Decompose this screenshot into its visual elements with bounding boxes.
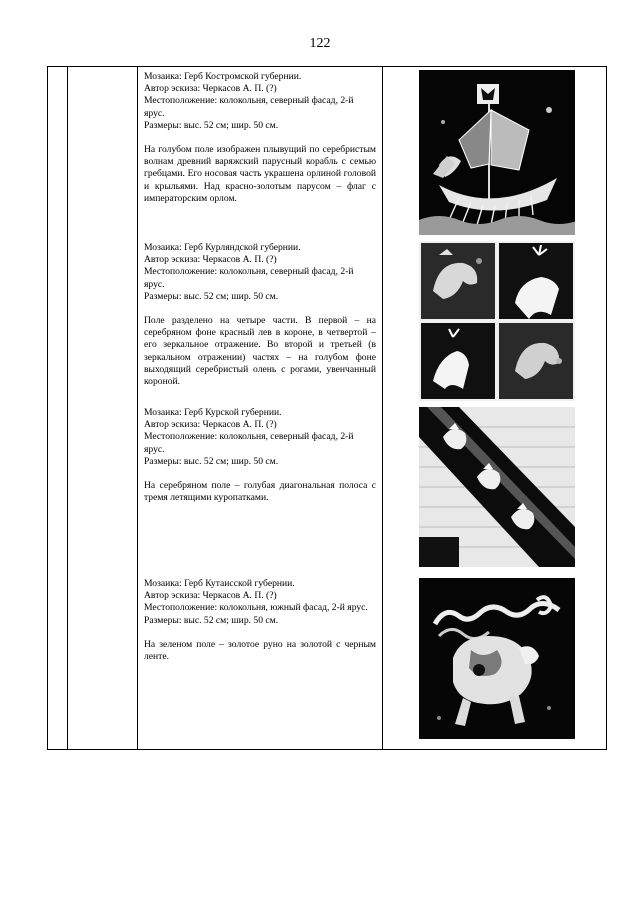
entry-author: Автор эскиза: Черкасов А. П. (?) xyxy=(144,590,277,602)
entry-description: На зеленом поле – золотое руно на золотой с черным ленте. xyxy=(144,638,376,663)
entry-location: Местоположение: колокольня, южный фасад, 2-й ярус. xyxy=(144,602,368,614)
golden-fleece-mosaic-image xyxy=(419,578,575,739)
entry-author: Автор эскиза: Черкасов А. П. (?) xyxy=(144,83,277,95)
entry-title: Мозаика: Герб Кутаисской губернии. xyxy=(144,578,295,589)
entry-size: Размеры: выс. 52 см; шир. 50 см. xyxy=(144,290,279,302)
catalog-entry xyxy=(144,578,376,663)
entry-title: Мозаика: Герб Курской губернии. xyxy=(144,407,282,418)
entry-title: Мозаика: Герб Костромской губернии. xyxy=(144,71,302,82)
entry-size: Размеры: выс. 52 см; шир. 50 см. xyxy=(144,455,279,467)
column-divider xyxy=(382,67,383,749)
entry-location: Местоположение: колокольня, северный фасад, 2-й ярус. xyxy=(144,266,354,290)
catalog-table xyxy=(47,66,607,750)
entry-author: Автор эскиза: Черкасов А. П. (?) xyxy=(144,254,277,266)
entry-size: Размеры: выс. 52 см; шир. 50 см. xyxy=(144,119,279,131)
entry-title: Мозаика: Герб Курляндской губернии. xyxy=(144,242,301,253)
entry-location: Местоположение: колокольня, северный фасад, 2-й ярус. xyxy=(144,95,354,119)
column-divider xyxy=(67,67,68,749)
mosaic-photo xyxy=(419,407,575,567)
entry-location: Местоположение: колокольня, северный фасад, 2-й ярус. xyxy=(144,431,354,455)
mosaic-photo xyxy=(419,70,575,235)
quartered-shield-mosaic-image xyxy=(419,241,575,401)
mosaic-photo xyxy=(419,241,575,401)
entry-description: На голубом поле изображен плывущий по серебристым волнам древний варяжский парусный корабль с семью гребцами. Его носовая часть украшена орлиной головой и крыльями. Над красно-золотым парусом – флаг с императорским орлом. xyxy=(144,144,376,204)
catalog-entry xyxy=(144,71,376,205)
entry-author: Автор эскиза: Черкасов А. П. (?) xyxy=(144,419,277,431)
catalog-entry xyxy=(144,242,376,388)
column-divider xyxy=(137,67,138,749)
ship-mosaic-image xyxy=(419,70,575,235)
entry-size: Размеры: выс. 52 см; шир. 50 см. xyxy=(144,614,279,626)
catalog-entry xyxy=(144,407,376,504)
diagonal-band-mosaic-image xyxy=(419,407,575,567)
page-number: 122 xyxy=(309,36,331,51)
entry-description: Поле разделено на четыре части. В первой – на серебряном фоне красный лев в короне, в четвертой – его зеркальное отражение. Во второй и третьей (в зеркальном отражении) частях – на голубом фоне выходящий серебристый олень с рогами, увенчанный короной. xyxy=(144,315,376,388)
entry-description: На серебряном поле – голубая диагональная полоса с тремя летящими куропатками. xyxy=(144,480,376,504)
mosaic-photo xyxy=(419,578,575,739)
